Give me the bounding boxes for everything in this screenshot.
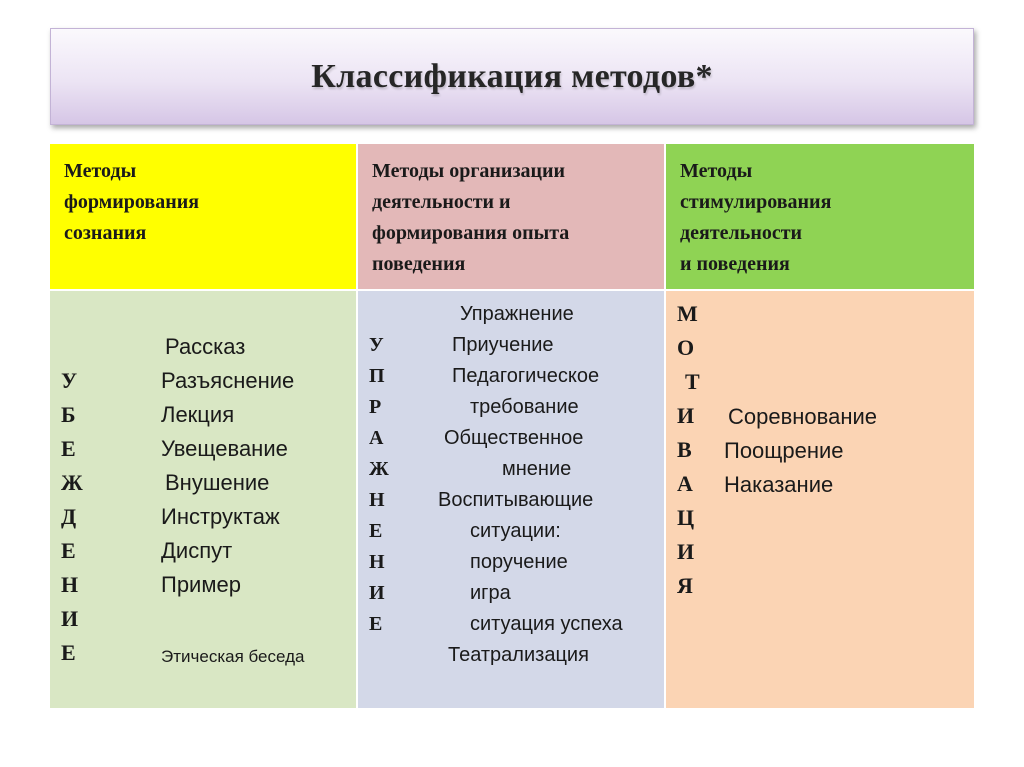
method-item: Соревнование — [728, 404, 878, 429]
header-cell-consciousness — [50, 144, 356, 289]
acrostic-letter: И — [677, 403, 695, 428]
page-title: Классификация методов* — [311, 57, 713, 95]
acrostic-letter: Е — [61, 640, 76, 665]
method-item: Наказание — [724, 472, 834, 497]
acrostic-letter: Я — [677, 573, 693, 598]
header-cell-stimulation — [666, 144, 974, 289]
method-item: Поощрение — [724, 438, 844, 463]
method-item: мнение — [502, 458, 572, 480]
acrostic-letter: И — [369, 582, 385, 604]
acrostic-letter: П — [369, 365, 385, 387]
method-item: Инструктаж — [161, 504, 280, 529]
method-item: требование — [470, 396, 579, 418]
body-cell-stimulation — [666, 291, 974, 708]
method-item: ситуация успеха — [470, 613, 623, 635]
acrostic-letter: Е — [61, 436, 76, 461]
acrostic-letter: А — [369, 427, 384, 449]
acrostic-letter: Ж — [61, 470, 83, 495]
method-item: Упражнение — [460, 303, 574, 325]
body-cell-consciousness — [50, 291, 356, 708]
body-cell-organization — [358, 291, 664, 708]
column-header: Методы стимулирования деятельности и поведения — [680, 160, 832, 275]
acrostic-letter: Ц — [677, 505, 695, 530]
acrostic-letter: Д — [61, 504, 77, 529]
acrostic-letter: Е — [61, 538, 76, 563]
method-item: Воспитывающие — [438, 489, 594, 511]
acrostic-letter: Р — [369, 396, 382, 418]
acrostic-letter: Т — [685, 369, 700, 394]
method-item: Приучение — [452, 334, 554, 356]
method-item: игра — [470, 582, 511, 604]
method-item: Этическая беседа — [161, 647, 305, 666]
column-header: Методы организации деятельности и формирования опыта поведения — [372, 160, 570, 275]
method-item: ситуации: — [470, 520, 561, 542]
acrostic-letter: Н — [369, 489, 385, 511]
acrostic-letter: Е — [369, 613, 383, 635]
method-item: Пример — [161, 572, 241, 597]
acrostic-letter: Ж — [369, 458, 389, 480]
method-item: Внушение — [165, 470, 270, 495]
column-header: Методы формирования сознания — [64, 160, 200, 244]
method-item: Разъяснение — [161, 368, 295, 393]
acrostic-letter: Н — [61, 572, 79, 597]
acrostic-letter: В — [677, 437, 692, 462]
method-item: Общественное — [444, 427, 584, 449]
method-item: поручение — [470, 551, 568, 573]
method-item: Лекция — [161, 402, 235, 427]
method-item: Рассказ — [165, 334, 246, 359]
acrostic-letter: Е — [369, 520, 383, 542]
acrostic-letter: Н — [369, 551, 385, 573]
acrostic-letter: М — [677, 301, 698, 326]
header-cell-organization — [358, 144, 664, 289]
acrostic-letter: И — [677, 539, 695, 564]
title-banner — [50, 28, 974, 125]
acrostic-letter: У — [61, 368, 78, 393]
method-item: Педагогическое — [452, 365, 600, 387]
acrostic-letter: И — [61, 606, 79, 631]
acrostic-letter: А — [677, 471, 693, 496]
acrostic-letter: У — [369, 334, 384, 356]
method-item: Театрализация — [448, 644, 589, 666]
acrostic-letter: Б — [61, 402, 76, 427]
method-item: Диспут — [161, 538, 233, 563]
acrostic-letter: О — [677, 335, 695, 360]
method-item: Увещевание — [161, 436, 288, 461]
